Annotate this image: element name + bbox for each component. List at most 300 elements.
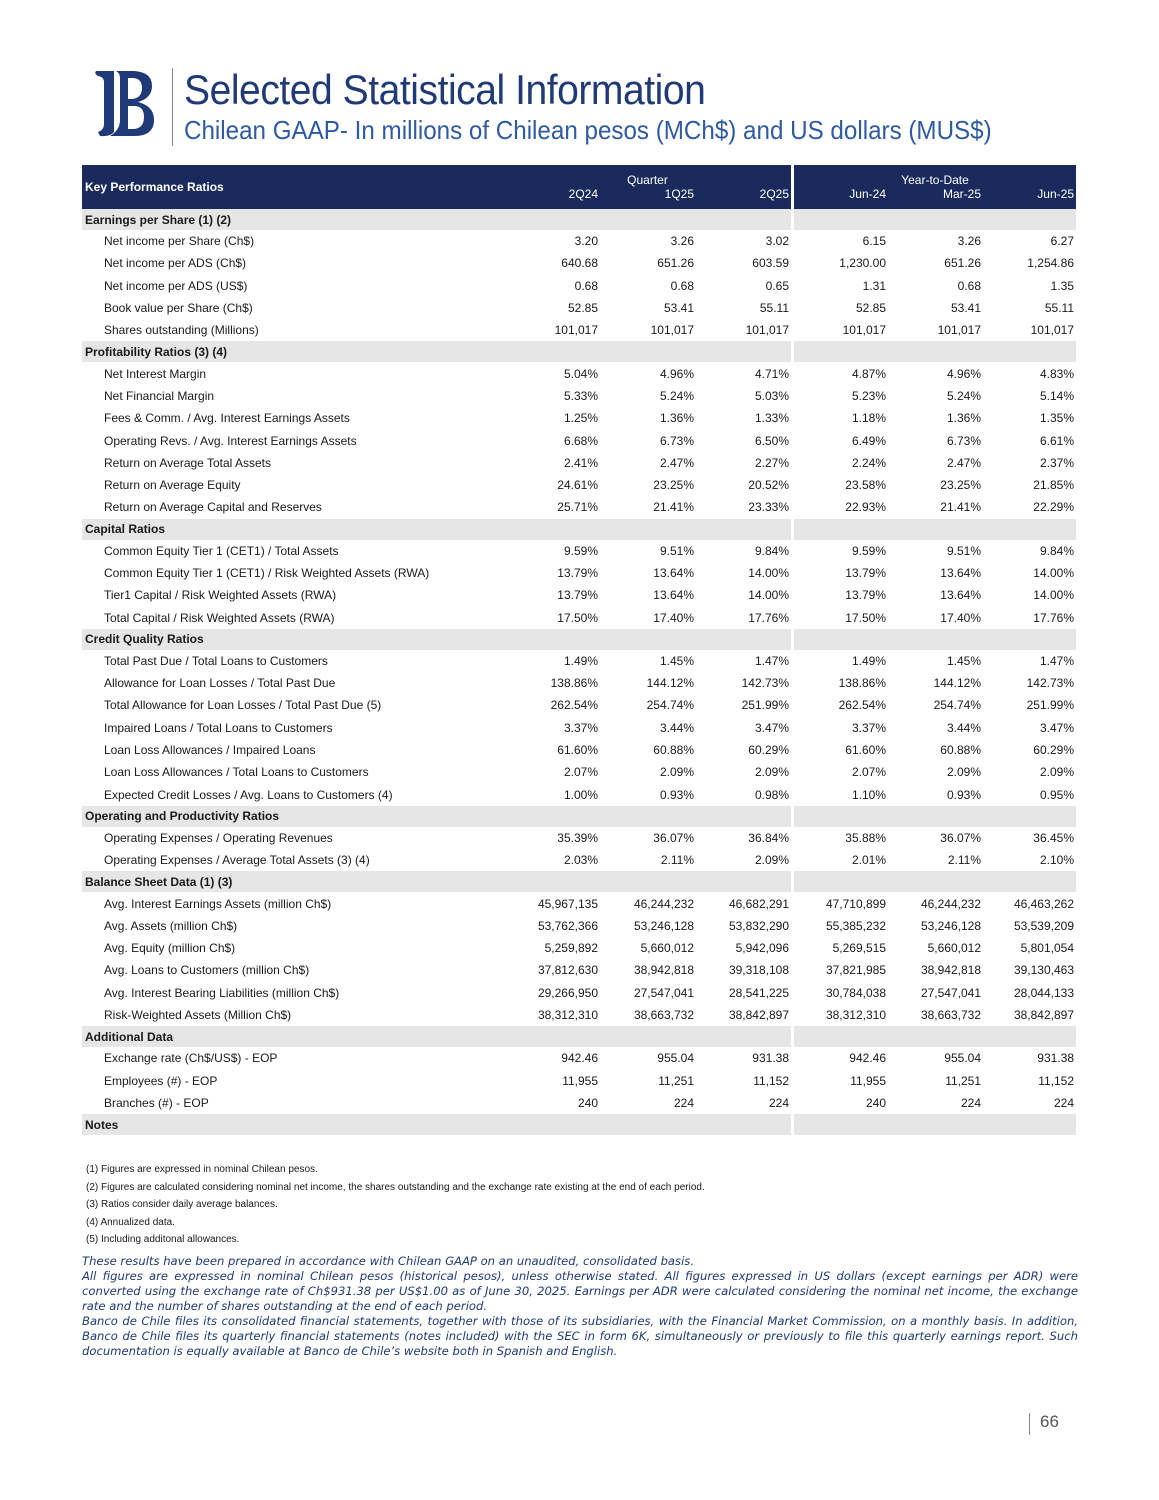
row-label: Branches (#) - EOP — [104, 1095, 209, 1110]
row-value: 53,762,366 — [537, 918, 598, 933]
group-header-ytd: Year-to-Date — [794, 165, 1076, 187]
row-value: 5.03% — [754, 388, 789, 403]
row-label: Employees (#) - EOP — [104, 1073, 218, 1088]
row-label: Allowance for Loan Losses / Total Past Due — [104, 676, 336, 691]
table-row — [82, 385, 1076, 407]
row-value: 138.86% — [550, 676, 598, 691]
row-value: 3.47% — [754, 720, 789, 735]
row-value: 6.27 — [1050, 234, 1074, 249]
row-value: 6.61% — [1039, 433, 1074, 448]
row-value: 5.24% — [659, 388, 694, 403]
section-title: Profitability Ratios (3) (4) — [82, 341, 791, 362]
row-value: 14.00% — [1033, 588, 1074, 603]
row-value: 6.50% — [754, 433, 789, 448]
row-value: 603.59 — [752, 256, 789, 271]
row-value: 942.46 — [561, 1051, 598, 1066]
row-value: 2.09% — [754, 853, 789, 868]
row-label: Expected Credit Losses / Avg. Loans to Customers (4) — [104, 787, 393, 802]
row-value: 39,130,463 — [1013, 963, 1074, 978]
row-value: 2.09% — [946, 765, 981, 780]
row-value: 254.74% — [646, 698, 694, 713]
page-title: Selected Statistical Information — [184, 66, 706, 113]
row-value: 2.41% — [563, 455, 598, 470]
row-value: 36.07% — [653, 830, 694, 845]
page-subtitle: Chilean GAAP- In millions of Chilean pesos (MCh$) and US dollars (MUS$) — [184, 115, 992, 145]
footnote: (1) Figures are expressed in nominal Chilean pesos. — [86, 1164, 318, 1175]
row-value: 30,784,038 — [825, 985, 886, 1000]
row-value: 2.10% — [1039, 853, 1074, 868]
table-row — [82, 275, 1076, 297]
table-row — [82, 319, 1076, 341]
row-value: 5.23% — [851, 388, 886, 403]
row-value: 1.45% — [659, 653, 694, 668]
row-value: 9.59% — [563, 543, 598, 558]
row-value: 2.03% — [563, 853, 598, 868]
row-label: Net Financial Margin — [104, 388, 215, 403]
row-value: 2.47% — [946, 455, 981, 470]
row-value: 53,246,128 — [633, 918, 694, 933]
row-value: 3.26 — [957, 234, 981, 249]
row-value: 36.84% — [748, 830, 789, 845]
row-label: Avg. Interest Earnings Assets (million Ch$) — [104, 896, 332, 911]
row-value: 38,663,732 — [633, 1008, 694, 1023]
row-value: 13.64% — [940, 588, 981, 603]
row-label: Exchange rate (Ch$/US$) - EOP — [104, 1051, 278, 1066]
row-value: 0.95% — [1039, 787, 1074, 802]
row-value: 11,251 — [945, 1073, 981, 1088]
row-value: 1.47% — [1039, 653, 1074, 668]
footnotes — [86, 1161, 705, 1249]
row-label: Common Equity Tier 1 (CET1) / Risk Weighted Assets (RWA) — [104, 566, 430, 580]
row-value: 651.26 — [657, 256, 694, 271]
row-value: 5,942,096 — [735, 941, 789, 956]
row-value: 2.09% — [754, 765, 789, 780]
row-value: 46,463,262 — [1013, 896, 1074, 911]
table-header-row-groups — [82, 165, 1076, 187]
row-label: Return on Average Capital and Reserves — [104, 500, 322, 515]
table-row — [82, 892, 1076, 914]
row-value: 9.84% — [1039, 543, 1074, 558]
row-value: 1,254.86 — [1027, 256, 1074, 271]
disclaimer-paragraph: These results have been prepared in accordance with Chilean GAAP on an unaudited, consolidated basis. — [82, 1254, 695, 1268]
table-row — [82, 1070, 1076, 1092]
row-label: Net Interest Margin — [104, 366, 207, 381]
row-label: Net income per Share (Ch$) — [104, 234, 255, 249]
row-value: 651.26 — [944, 256, 981, 271]
row-value: 35.88% — [845, 830, 886, 845]
row-label: Loan Loss Allowances / Total Loans to Customers — [104, 765, 369, 780]
row-value: 45,967,135 — [537, 896, 598, 911]
row-value: 55.11 — [1044, 301, 1074, 316]
row-value: 11,251 — [658, 1073, 694, 1088]
row-value: 38,842,897 — [1013, 1008, 1074, 1023]
row-value: 14.00% — [748, 566, 789, 580]
row-value: 38,942,818 — [920, 963, 981, 978]
row-value: 240 — [577, 1095, 598, 1110]
footnote: (5) Including additonal allowances. — [86, 1234, 240, 1245]
row-value: 2.07% — [851, 765, 886, 780]
row-value: 3.37% — [851, 720, 886, 735]
row-value: 5.04% — [563, 366, 598, 381]
row-value: 3.20 — [574, 234, 598, 249]
row-value: 36.45% — [1033, 830, 1074, 845]
row-value: 224 — [960, 1095, 981, 1110]
row-value: 6.15 — [862, 234, 886, 249]
row-value: 13.64% — [653, 566, 694, 580]
row-value: 14.00% — [748, 588, 789, 603]
row-label: Avg. Equity (million Ch$) — [104, 941, 236, 956]
table-row — [82, 252, 1076, 274]
row-value: 35.39% — [557, 830, 598, 845]
section-header-row — [82, 209, 1076, 230]
row-value: 262.54% — [550, 698, 598, 713]
kpi-table — [82, 165, 1076, 1135]
row-value: 46,244,232 — [920, 896, 981, 911]
page-number: 66 — [1040, 1412, 1059, 1431]
row-value: 53,539,209 — [1013, 918, 1074, 933]
row-value: 3.44% — [659, 720, 694, 735]
column-header: 1Q25 — [600, 187, 696, 209]
section-header-row — [82, 1026, 1076, 1047]
row-value: 27,547,041 — [920, 985, 981, 1000]
table-row — [82, 1004, 1076, 1026]
table-row — [82, 739, 1076, 761]
row-value: 3.47% — [1039, 720, 1074, 735]
row-value: 5,269,515 — [832, 941, 886, 956]
row-label: Avg. Loans to Customers (million Ch$) — [104, 963, 310, 978]
row-value: 20.52% — [748, 478, 789, 493]
row-value: 144.12% — [646, 676, 694, 691]
row-value: 21.41% — [940, 500, 981, 515]
footnote: (4) Annualized data. — [86, 1216, 175, 1228]
table-row — [82, 1047, 1076, 1069]
row-value: 2.37% — [1039, 455, 1074, 470]
kpi-table-title: Key Performance Ratios — [82, 165, 504, 209]
row-value: 53,832,290 — [728, 918, 789, 933]
row-value: 955.04 — [657, 1051, 694, 1066]
row-value: 5.33% — [563, 388, 598, 403]
row-value: 262.54% — [838, 698, 886, 713]
row-value: 101,017 — [842, 323, 886, 338]
section-fill — [794, 519, 1076, 540]
row-value: 251.99% — [741, 698, 789, 713]
row-value: 224 — [673, 1095, 694, 1110]
row-value: 931.38 — [1037, 1051, 1074, 1066]
row-value: 0.65 — [765, 278, 789, 293]
row-value: 0.68 — [957, 278, 981, 293]
row-value: 2.11% — [660, 853, 694, 868]
table-row — [82, 717, 1076, 739]
row-value: 11,955 — [850, 1073, 886, 1088]
row-label: Total Allowance for Loan Losses / Total Past Due (5) — [104, 698, 382, 713]
column-header: Jun-24 — [794, 187, 888, 209]
row-value: 23.33% — [748, 500, 789, 515]
row-value: 23.25% — [940, 478, 981, 493]
table-row — [82, 849, 1076, 871]
row-value: 60.88% — [940, 743, 981, 758]
section-fill — [794, 871, 1076, 892]
row-value: 52.85 — [567, 301, 598, 316]
table-row — [82, 827, 1076, 849]
section-fill — [794, 1114, 1076, 1135]
row-value: 3.44% — [946, 720, 981, 735]
section-header-row — [82, 629, 1076, 650]
row-label: Avg. Assets (million Ch$) — [104, 918, 238, 933]
row-value: 2.27% — [754, 455, 789, 470]
table-row — [82, 672, 1076, 694]
page-number-divider — [1029, 1413, 1030, 1435]
section-header-row — [82, 341, 1076, 362]
row-value: 1.33% — [754, 411, 789, 426]
row-value: 21.85% — [1033, 478, 1074, 493]
row-value: 13.79% — [845, 566, 886, 580]
row-label: Operating Expenses / Average Total Assets (3) (4) — [104, 853, 370, 868]
row-value: 53.41 — [950, 301, 981, 316]
row-value: 22.93% — [845, 500, 886, 515]
row-value: 224 — [768, 1095, 789, 1110]
row-value: 4.96% — [946, 366, 981, 381]
disclaimer-paragraph: All figures are expressed in nominal Chilean pesos (historical pesos), unless otherwise stated. All figures expressed in US dollars (except earnings per ADR) were converted using the exchange rate of Ch$931.38 per US$1.00 as of June 30, 2025. Earnings per ADR were calculated considering the nominal net income, the exchange rate and the number of shares outstanding at the end of each period. — [82, 1269, 1078, 1313]
row-value: 2.01% — [851, 853, 886, 868]
section-title: Capital Ratios — [82, 519, 791, 540]
row-label: Operating Expenses / Operating Revenues — [104, 830, 333, 845]
row-value: 3.02 — [765, 234, 789, 249]
row-value: 101,017 — [745, 323, 789, 338]
row-value: 9.84% — [754, 543, 789, 558]
column-header: 2Q25 — [696, 187, 791, 209]
row-value: 55,385,232 — [825, 918, 886, 933]
table-row — [82, 1092, 1076, 1114]
row-value: 1.36% — [659, 411, 694, 426]
section-title: Balance Sheet Data (1) (3) — [82, 871, 791, 892]
row-label: Return on Average Equity — [104, 478, 241, 493]
section-title: Additional Data — [82, 1026, 791, 1047]
row-label: Common Equity Tier 1 (CET1) / Total Assets — [104, 543, 339, 558]
table-row — [82, 407, 1076, 429]
row-value: 144.12% — [933, 676, 981, 691]
table-row — [82, 650, 1076, 672]
row-value: 1.49% — [851, 653, 886, 668]
table-row — [82, 982, 1076, 1004]
row-value: 240 — [865, 1095, 886, 1110]
row-value: 251.99% — [1026, 698, 1074, 713]
row-value: 13.64% — [940, 566, 981, 580]
row-value: 53,246,128 — [920, 918, 981, 933]
row-value: 53.41 — [663, 301, 694, 316]
row-value: 1.18% — [851, 411, 886, 426]
row-value: 60.88% — [653, 743, 694, 758]
row-value: 142.73% — [1026, 676, 1074, 691]
row-value: 6.68% — [563, 433, 598, 448]
row-value: 38,942,818 — [633, 963, 694, 978]
row-value: 28,044,133 — [1013, 985, 1074, 1000]
row-value: 55.11 — [759, 301, 789, 316]
row-value: 61.60% — [557, 743, 598, 758]
row-value: 5.24% — [946, 388, 981, 403]
row-value: 0.93% — [946, 787, 981, 802]
row-value: 11,955 — [562, 1073, 598, 1088]
table-row — [82, 496, 1076, 518]
row-value: 0.98% — [754, 787, 789, 802]
row-value: 25.71% — [557, 500, 598, 515]
table-row — [82, 959, 1076, 981]
row-value: 29,266,950 — [537, 985, 598, 1000]
row-label: Avg. Interest Bearing Liabilities (million Ch$) — [104, 985, 340, 1000]
row-value: 47,710,899 — [825, 896, 886, 911]
section-header-row — [82, 1114, 1076, 1135]
table-row — [82, 540, 1076, 562]
row-value: 37,812,630 — [537, 963, 598, 978]
column-header: Jun-25 — [983, 187, 1076, 209]
table-row — [82, 297, 1076, 319]
row-value: 3.37% — [563, 720, 598, 735]
row-value: 1.47% — [754, 653, 789, 668]
table-row — [82, 362, 1076, 384]
row-value: 101,017 — [937, 323, 981, 338]
row-value: 2.47% — [659, 455, 694, 470]
row-value: 17.40% — [940, 610, 981, 625]
row-value: 5.14% — [1039, 388, 1074, 403]
row-value: 1.45% — [946, 653, 981, 668]
row-value: 1.49% — [563, 653, 598, 668]
row-value: 1.10% — [851, 787, 886, 802]
row-value: 13.79% — [557, 588, 598, 603]
row-value: 38,663,732 — [920, 1008, 981, 1023]
row-value: 38,312,310 — [537, 1008, 598, 1023]
row-value: 22.29% — [1033, 500, 1074, 515]
row-value: 101,017 — [650, 323, 694, 338]
row-value: 4.71% — [754, 366, 789, 381]
row-value: 931.38 — [752, 1051, 789, 1066]
section-fill — [794, 806, 1076, 827]
row-value: 640.68 — [561, 256, 598, 271]
row-value: 5,660,012 — [927, 941, 981, 956]
row-value: 254.74% — [933, 698, 981, 713]
section-header-row — [82, 519, 1076, 540]
row-value: 14.00% — [1033, 566, 1074, 580]
row-label: Impaired Loans / Total Loans to Customers — [104, 720, 333, 735]
section-title: Credit Quality Ratios — [82, 629, 791, 650]
row-value: 2.11% — [947, 853, 981, 868]
row-label: Total Past Due / Total Loans to Customers — [104, 653, 328, 668]
row-label: Tier1 Capital / Risk Weighted Assets (RWA) — [104, 588, 337, 603]
row-value: 60.29% — [748, 743, 789, 758]
row-value: 23.58% — [845, 478, 886, 493]
row-value: 2.09% — [659, 765, 694, 780]
row-value: 46,682,291 — [728, 896, 789, 911]
column-header: 2Q24 — [504, 187, 600, 209]
table-row — [82, 429, 1076, 451]
row-value: 6.49% — [851, 433, 886, 448]
row-value: 17.50% — [557, 610, 598, 625]
table-row — [82, 937, 1076, 959]
row-label: Return on Average Total Assets — [104, 455, 271, 470]
row-label: Book value per Share (Ch$) — [104, 301, 253, 316]
row-value: 2.07% — [563, 765, 598, 780]
row-label: Loan Loss Allowances / Impaired Loans — [104, 743, 316, 758]
row-value: 13.79% — [557, 566, 598, 580]
section-fill — [794, 341, 1076, 362]
row-value: 46,244,232 — [633, 896, 694, 911]
table-row — [82, 784, 1076, 806]
section-header-row — [82, 871, 1076, 892]
row-value: 1.35 — [1050, 278, 1074, 293]
table-row — [82, 915, 1076, 937]
title-divider — [172, 68, 173, 146]
row-value: 955.04 — [944, 1051, 981, 1066]
row-value: 17.50% — [845, 610, 886, 625]
group-header-quarter: Quarter — [504, 165, 791, 187]
row-value: 3.26 — [670, 234, 694, 249]
row-value: 6.73% — [659, 433, 694, 448]
row-value: 1.31 — [862, 278, 886, 293]
row-value: 1.35% — [1039, 411, 1074, 426]
row-label: Risk-Weighted Assets (Million Ch$) — [104, 1008, 292, 1023]
row-value: 13.79% — [845, 588, 886, 603]
row-value: 2.24% — [851, 455, 886, 470]
row-value: 142.73% — [741, 676, 789, 691]
row-label: Total Capital / Risk Weighted Assets (RWA) — [104, 610, 335, 625]
row-value: 17.40% — [653, 610, 694, 625]
row-value: 942.46 — [849, 1051, 886, 1066]
row-value: 1,230.00 — [839, 256, 886, 271]
disclaimer-paragraph: Banco de Chile files its consolidated financial statements, together with those of its subsidiaries, with the Financial Market Commission, on a monthly basis. In addition, Banco de Chile files its quarterly financial statements (notes included) with the SEC in form 6K, simultaneously or previously to file this quarterly earnings report. Such documentation is equally available at Banco de Chile’s website both in Spanish and English. — [82, 1314, 1078, 1358]
row-value: 61.60% — [845, 743, 886, 758]
row-value: 1.36% — [946, 411, 981, 426]
row-value: 38,842,897 — [728, 1008, 789, 1023]
row-value: 21.41% — [653, 500, 694, 515]
row-value: 5,660,012 — [640, 941, 694, 956]
section-title: Notes — [82, 1114, 791, 1135]
row-label: Net income per ADS (Ch$) — [104, 256, 247, 271]
row-value: 1.00% — [563, 787, 598, 802]
row-value: 11,152 — [1038, 1073, 1074, 1088]
table-row — [82, 474, 1076, 496]
footnote: (3) Ratios consider daily average balances. — [86, 1199, 278, 1210]
disclaimer — [82, 1254, 1078, 1359]
row-value: 17.76% — [748, 610, 789, 625]
row-value: 39,318,108 — [728, 963, 789, 978]
section-title: Earnings per Share (1) (2) — [82, 209, 791, 230]
table-row — [82, 694, 1076, 716]
section-header-row — [82, 806, 1076, 827]
row-value: 224 — [1053, 1095, 1074, 1110]
row-value: 0.93% — [659, 787, 694, 802]
row-value: 60.29% — [1033, 743, 1074, 758]
footnote: (2) Figures are calculated considering nominal net income, the shares outstanding and the exchange rate existing at the end of each period. — [86, 1181, 705, 1193]
row-value: 9.51% — [946, 543, 981, 558]
row-value: 38,312,310 — [825, 1008, 886, 1023]
row-value: 1.25% — [563, 411, 598, 426]
row-value: 9.51% — [659, 543, 694, 558]
row-value: 17.76% — [1033, 610, 1074, 625]
row-value: 0.68 — [574, 278, 598, 293]
table-row — [82, 761, 1076, 783]
section-fill — [794, 1026, 1076, 1047]
row-label: Fees & Comm. / Avg. Interest Earnings Assets — [104, 411, 350, 426]
table-row — [82, 562, 1076, 584]
table-row — [82, 584, 1076, 606]
row-value: 5,259,892 — [544, 941, 598, 956]
section-fill — [794, 629, 1076, 650]
row-value: 27,547,041 — [633, 985, 694, 1000]
section-title: Operating and Productivity Ratios — [82, 806, 791, 827]
row-value: 138.86% — [838, 676, 886, 691]
row-value: 101,017 — [1030, 323, 1074, 338]
row-value: 4.83% — [1039, 366, 1074, 381]
section-fill — [794, 209, 1076, 230]
row-value: 101,017 — [554, 323, 598, 338]
